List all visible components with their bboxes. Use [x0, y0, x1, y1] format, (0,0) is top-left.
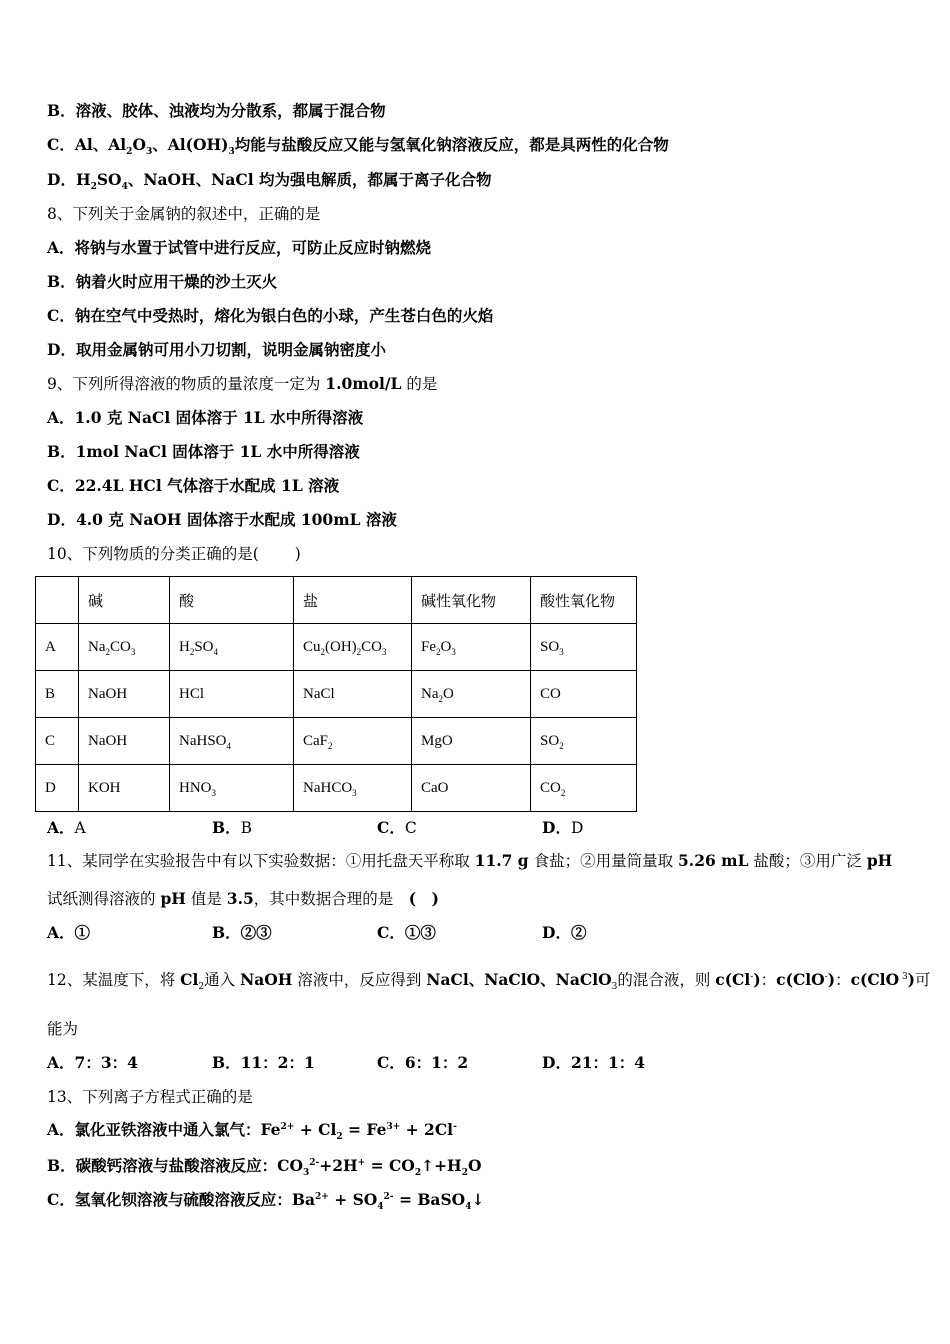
bold-run: Cl: [180, 970, 199, 989]
option-text: [47, 272, 277, 292]
bold-run: 5.26 mL: [678, 851, 749, 870]
text-run: ：: [760, 971, 777, 989]
table-cell: [531, 671, 637, 718]
superscript: -: [453, 1121, 457, 1132]
option-value: C: [404, 819, 417, 837]
text-run: 13、下列离子方程式正确的是: [47, 1088, 253, 1106]
text-run: NaOH: [88, 732, 128, 749]
text-run: MgO: [421, 732, 453, 749]
question-text: [47, 1019, 78, 1039]
answer-option: [542, 923, 586, 943]
bold-run: ): [753, 970, 761, 989]
table-cell: [170, 718, 294, 765]
option-value: ②: [570, 923, 587, 942]
subscript: 2: [436, 646, 441, 657]
text-run: A．1.0 克 NaCl 固体溶于 1L 水中所得溶液: [47, 408, 364, 427]
text-run: CO: [540, 685, 561, 702]
option-value: ①③: [404, 923, 436, 942]
text-run: H: [179, 638, 190, 655]
table-cell: [79, 718, 170, 765]
text-run: = CO: [365, 1156, 415, 1175]
subscript: 2: [559, 740, 564, 751]
text-run: = Fe: [342, 1120, 387, 1139]
option-value: 6：1：2: [404, 1053, 469, 1072]
text-run: CO: [540, 779, 561, 796]
text-run: SO: [540, 732, 560, 749]
bold-run: ): [907, 970, 916, 989]
subscript: 3: [211, 787, 216, 798]
table-cell: [79, 671, 170, 718]
text-run: ：: [835, 971, 851, 989]
text-run: C: [45, 732, 56, 749]
subscript: 2: [198, 982, 205, 993]
option-value: A: [74, 819, 86, 837]
table-row: [36, 624, 637, 671]
text-run: 可: [915, 971, 931, 989]
text-run: Na: [88, 638, 106, 655]
text-run: SO: [96, 170, 122, 189]
table-header-cell: 酸: [170, 577, 294, 624]
question-text: [47, 544, 301, 564]
table-row: [36, 765, 637, 812]
text-run: +2H: [319, 1156, 358, 1175]
question-text: [47, 1087, 253, 1107]
option-key: B．: [212, 923, 241, 942]
classification-table: [35, 576, 637, 812]
subscript: 3: [145, 147, 153, 158]
text-run: 通入: [204, 971, 241, 989]
table-header-cell: 盐: [294, 577, 412, 624]
table-cell: [531, 718, 637, 765]
text-run: B．溶液、胶体、浊液均为分散系，都属于混合物: [47, 101, 386, 120]
answer-option: [377, 923, 436, 943]
subscript: 2: [461, 1168, 468, 1179]
text-run: SO: [540, 638, 560, 655]
subscript: 4: [226, 740, 231, 751]
text-run: 溶液中，反应得到: [292, 971, 427, 989]
option-text: [47, 340, 386, 360]
bold-run: c(ClO: [776, 970, 825, 989]
option-value: 11：2：1: [240, 1053, 315, 1072]
text-run: 11、某同学在实验报告中有以下实验数据：①用托盘天平称取: [47, 852, 475, 870]
option-text: [47, 1156, 482, 1179]
subscript: 3: [228, 147, 235, 158]
text-run: C．钠在空气中受热时，熔化为银白色的小球，产生苍白色的火焰: [47, 306, 494, 325]
text-run: = BaSO: [393, 1190, 466, 1209]
table-cell: [412, 765, 531, 812]
option-key: C．: [377, 923, 405, 942]
superscript: 2-: [383, 1191, 394, 1202]
option-text: [47, 442, 360, 462]
text-run: D: [45, 779, 56, 796]
question-text: [47, 204, 320, 224]
superscript: 2+: [314, 1191, 329, 1202]
table-header-row: [36, 577, 637, 624]
option-key: D．: [542, 818, 571, 837]
answer-option: [212, 818, 252, 838]
subscript: 2: [560, 787, 566, 798]
text-run: C．Al、Al: [47, 135, 127, 154]
bold-run: pH: [160, 889, 186, 908]
subscript: 3: [302, 1168, 310, 1179]
option-key: B．: [212, 818, 241, 837]
superscript: 2-: [309, 1157, 320, 1168]
text-run: D．取用金属钠可用小刀切割，说明金属钠密度小: [47, 340, 386, 359]
subscript: 3: [130, 646, 136, 657]
question-text: [47, 374, 437, 394]
table-cell: [412, 671, 531, 718]
table-row: [36, 671, 637, 718]
text-run: SO: [194, 638, 214, 655]
text-run: 食盐；②用量筒量取: [528, 852, 679, 870]
text-run: D．4.0 克 NaOH 固体溶于水配成 100mL 溶液: [47, 510, 397, 529]
text-run: A．氯化亚铁溶液中通入氯气：Fe: [47, 1120, 281, 1139]
text-run: 的是: [401, 375, 438, 393]
option-key: B．: [212, 1053, 241, 1072]
table-cell: [36, 671, 79, 718]
text-run: 9、下列所得溶液的物质的量浓度一定为: [47, 375, 326, 393]
text-run: O: [440, 638, 452, 655]
option-text: [47, 238, 431, 258]
bold-run: ): [827, 970, 836, 989]
answer-option: [47, 1053, 138, 1073]
bold-run: 1.0mol/L: [325, 374, 402, 393]
subscript: 3: [382, 646, 387, 657]
text-run: 12、某温度下，将: [47, 971, 181, 989]
table-cell: [531, 765, 637, 812]
option-value: D: [570, 819, 584, 837]
option-key: D．: [542, 1053, 571, 1072]
table-cell: [294, 765, 412, 812]
option-text: [47, 170, 492, 193]
text-run: 均能与盐酸反应又能与氢氧化钠溶液反应，都是具两性的化合物: [234, 135, 669, 154]
subscript: 4: [377, 1202, 384, 1213]
option-key: A．: [47, 1053, 75, 1072]
text-run: A: [45, 638, 56, 655]
subscript: 2: [320, 646, 326, 657]
text-run: Na: [421, 685, 439, 702]
table-cell: [36, 624, 79, 671]
text-run: ↓: [471, 1190, 485, 1209]
option-value: ①: [74, 923, 91, 942]
table-cell: [412, 718, 531, 765]
answer-option: [212, 1053, 315, 1073]
table-cell: [294, 718, 412, 765]
subscript: 2: [328, 740, 333, 751]
superscript: 3+: [386, 1121, 401, 1132]
bold-run: NaOH: [240, 970, 293, 989]
option-key: D．: [542, 923, 571, 942]
answer-option: [377, 1053, 468, 1073]
text-run: HCl: [179, 685, 205, 702]
text-run: NaOH: [88, 685, 128, 702]
text-run: KOH: [88, 779, 121, 796]
superscript: -: [750, 971, 754, 982]
text-run: 8、下列关于金属钠的叙述中，正确的是: [47, 205, 321, 223]
subscript: 2: [336, 1132, 343, 1143]
table-cell: [294, 671, 412, 718]
table-cell: [36, 765, 79, 812]
text-run: 值是: [185, 890, 227, 908]
table-header-cell: 碱: [79, 577, 170, 624]
text-run: O: [132, 135, 146, 154]
table-header-cell: 碱性氧化物: [412, 577, 531, 624]
table-cell: [294, 624, 412, 671]
superscript: 2+: [280, 1121, 295, 1132]
option-key: A．: [47, 923, 75, 942]
text-run: 、Al(OH): [152, 135, 229, 154]
table-cell: [79, 765, 170, 812]
text-run: NaCl: [303, 685, 335, 702]
option-text: [47, 476, 339, 496]
text-run: + SO: [328, 1190, 378, 1209]
question-text: [47, 970, 931, 993]
option-text: [47, 101, 386, 121]
text-run: 的混合液，则: [617, 971, 716, 989]
subscript: 3: [352, 787, 357, 798]
subscript: 2: [414, 1168, 422, 1179]
text-run: B．1mol NaCl 固体溶于 1L 水中所得溶液: [47, 442, 360, 461]
subscript: 2: [105, 646, 110, 657]
answer-option: [377, 818, 417, 838]
table-header-cell: [36, 577, 79, 624]
text-run: O: [443, 685, 454, 702]
text-run: 、NaOH、NaCl 均为强电解质，都属于离子化合物: [127, 170, 492, 189]
table-cell: [170, 765, 294, 812]
subscript: 3: [611, 982, 618, 993]
table-header-cell: 酸性氧化物: [531, 577, 637, 624]
table-cell: [79, 624, 170, 671]
text-run: B．碳酸钙溶液与盐酸溶液反应：CO: [47, 1156, 303, 1175]
text-run: + Cl: [294, 1120, 337, 1139]
option-key: C．: [377, 1053, 405, 1072]
text-run: 试纸测得溶液的: [47, 890, 161, 908]
table-cell: [531, 624, 637, 671]
text-run: 盐酸；③用广泛: [748, 852, 867, 870]
option-value: 7：3：4: [74, 1053, 138, 1072]
subscript: 3: [451, 646, 456, 657]
answer-option: [542, 1053, 645, 1073]
text-run: 能为: [47, 1020, 79, 1038]
bold-run: NaCl、NaClO、NaClO: [426, 970, 612, 989]
question-text: [47, 851, 892, 871]
option-text: [47, 1190, 485, 1213]
text-run: CO: [110, 638, 131, 655]
bold-run: pH: [866, 851, 893, 870]
question-text: [47, 889, 439, 909]
text-run: A．将钠与水置于试管中进行反应，可防止反应时钠燃烧: [47, 238, 432, 257]
text-run: ↑+H: [421, 1156, 462, 1175]
option-text: [47, 1120, 457, 1143]
text-run: ，其中数据合理的是: [253, 890, 409, 908]
text-run: NaHCO: [303, 779, 353, 796]
text-run: D．H: [47, 170, 91, 189]
option-text: [47, 510, 397, 530]
text-run: NaHSO: [179, 732, 227, 749]
option-value: B: [240, 819, 252, 837]
subscript: 2: [90, 182, 97, 193]
answer-option: [542, 818, 583, 838]
text-run: C．氢氧化钡溶液与硫酸溶液反应：Ba: [47, 1190, 315, 1209]
text-run: CO: [361, 638, 383, 655]
text-run: HNO: [179, 779, 212, 796]
superscript: 3: [899, 971, 908, 982]
subscript: 2: [356, 646, 362, 657]
option-text: [47, 135, 669, 158]
table-cell: [36, 718, 79, 765]
table-cell: [412, 624, 531, 671]
text-run: O: [467, 1156, 482, 1175]
table-row: [36, 718, 637, 765]
bold-run: 3.5: [226, 889, 254, 908]
subscript: 4: [213, 646, 219, 657]
bold-run: c(Cl: [715, 970, 751, 989]
option-key: A．: [47, 818, 75, 837]
option-key: C．: [377, 818, 405, 837]
answer-option: [47, 923, 90, 943]
text-run: CaO: [421, 779, 449, 796]
superscript: -: [824, 971, 828, 982]
table-cell: [170, 671, 294, 718]
answer-option: [47, 818, 86, 838]
answer-option: [212, 923, 272, 943]
text-run: B: [45, 685, 56, 702]
bold-run: 11.7 g: [474, 851, 529, 870]
bold-run: ( ): [408, 889, 439, 908]
text-run: Fe: [421, 638, 436, 655]
option-value: 21：1：4: [570, 1053, 646, 1072]
text-run: (OH): [325, 638, 357, 655]
text-run: B．钠着火时应用干燥的沙土灭火: [47, 272, 278, 291]
text-run: 10、下列物质的分类正确的是( ): [47, 545, 301, 563]
subscript: 2: [189, 646, 195, 657]
subscript: 2: [438, 693, 443, 704]
text-run: + 2Cl: [400, 1120, 454, 1139]
subscript: 2: [126, 147, 133, 158]
subscript: 4: [121, 182, 128, 193]
superscript: +: [357, 1157, 366, 1168]
text-run: Cu: [303, 638, 321, 655]
text-run: CaF: [303, 732, 329, 749]
option-value: ②③: [240, 923, 272, 942]
text-run: C．22.4L HCl 气体溶于水配成 1L 溶液: [47, 476, 340, 495]
table-cell: [170, 624, 294, 671]
subscript: 4: [465, 1202, 472, 1213]
option-text: [47, 408, 363, 428]
bold-run: c(ClO: [850, 970, 900, 989]
subscript: 3: [559, 646, 564, 657]
option-text: [47, 306, 493, 326]
